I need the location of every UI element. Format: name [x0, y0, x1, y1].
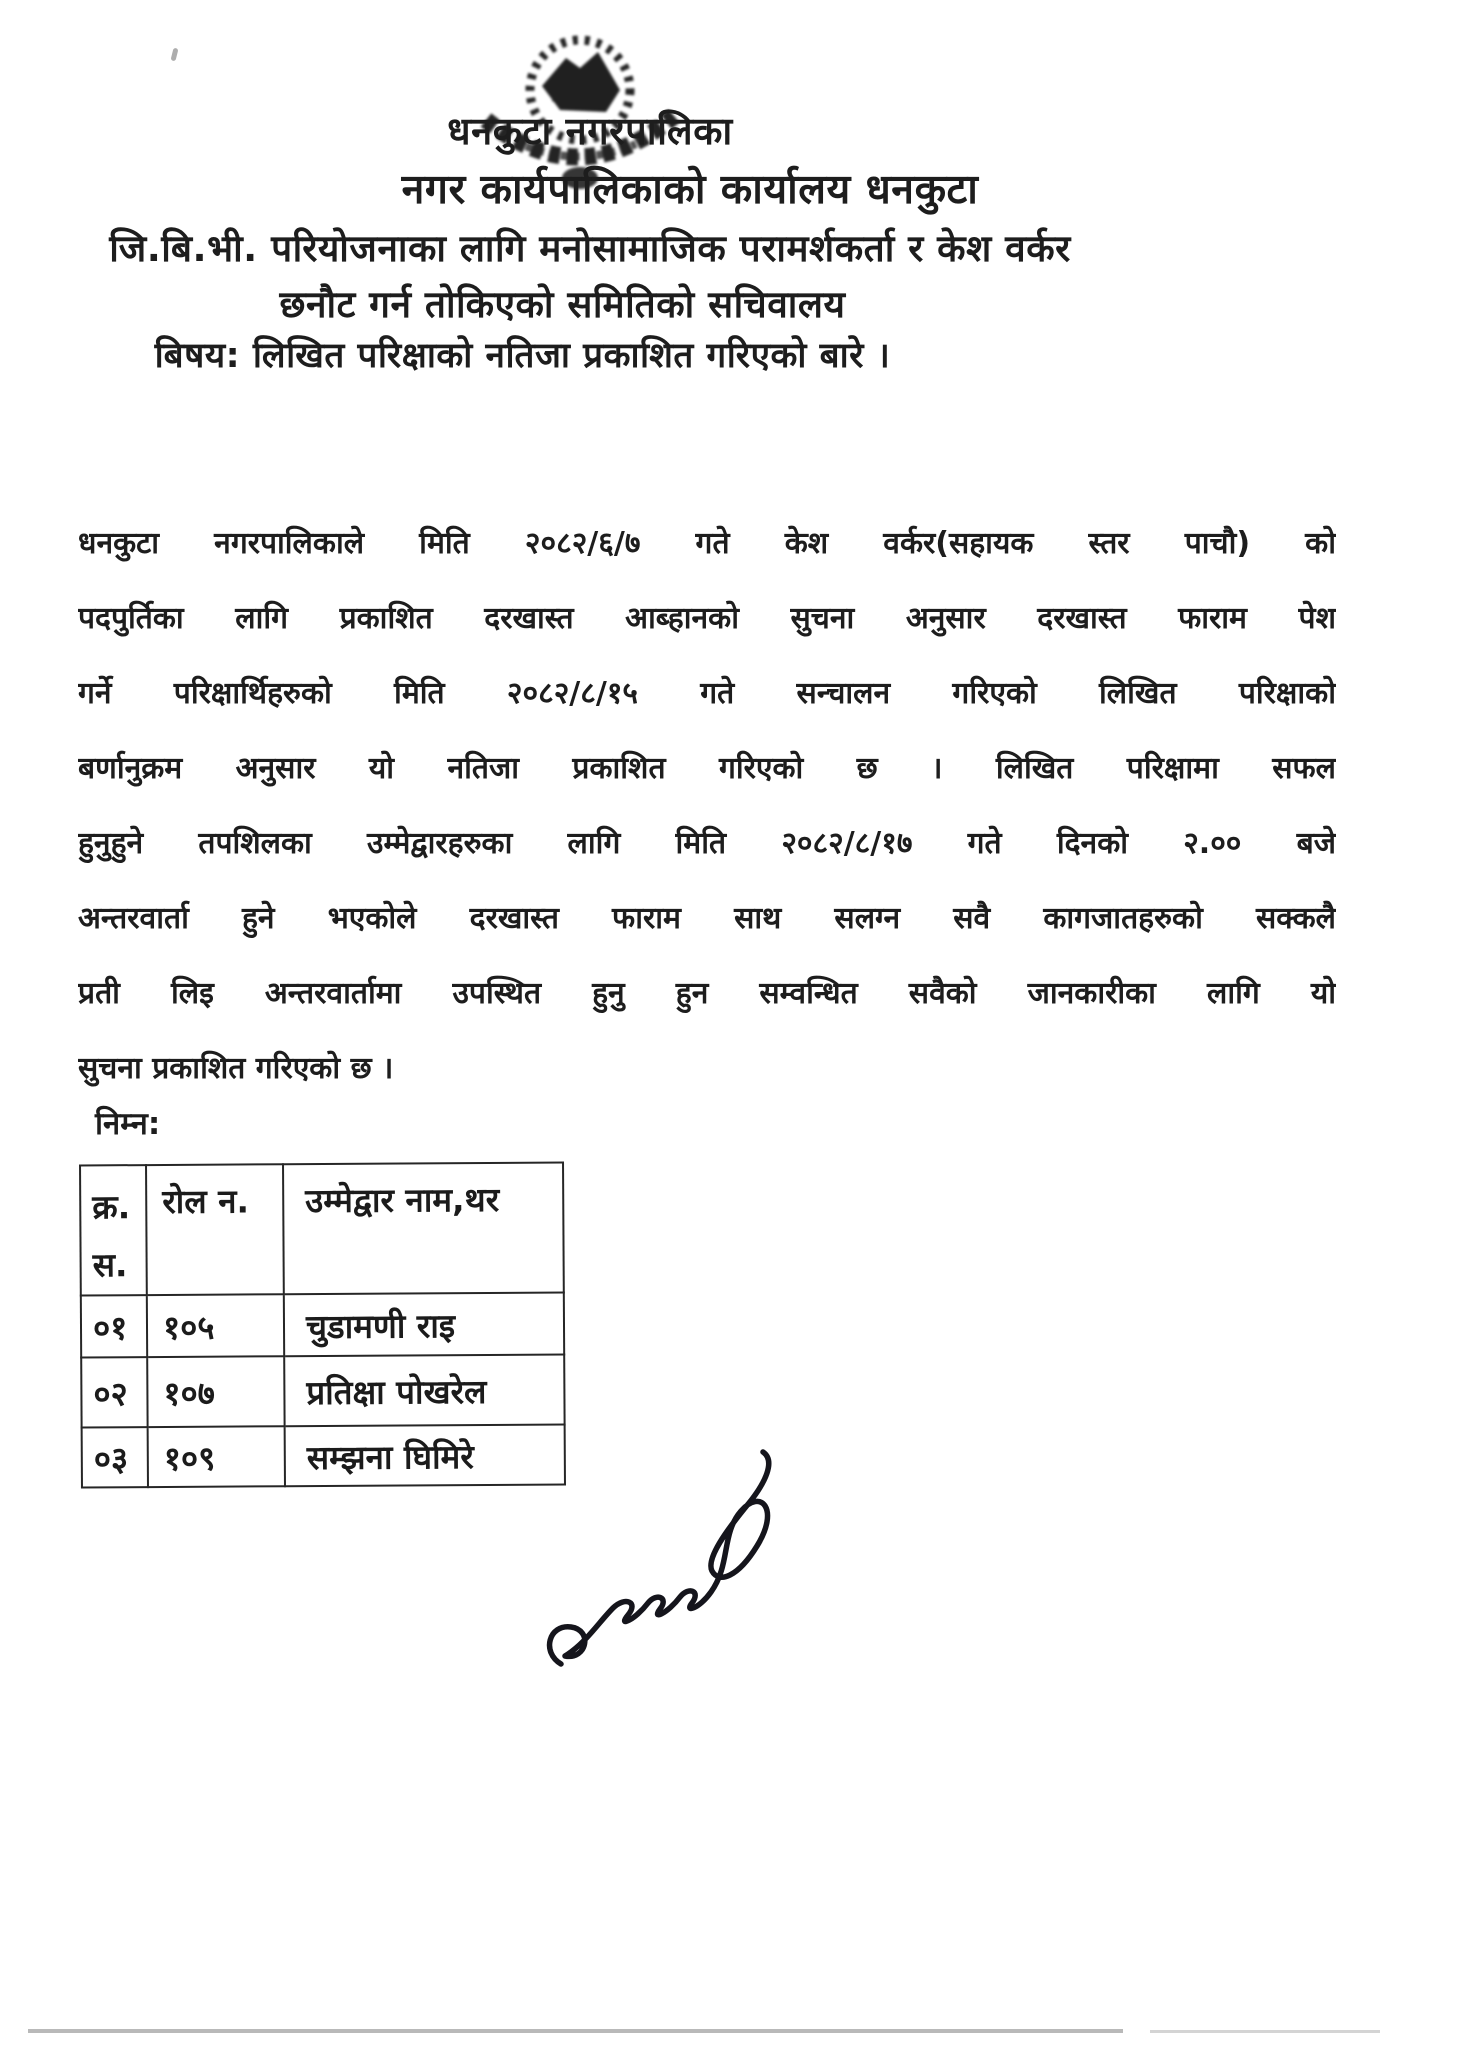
candidates-table	[79, 1162, 566, 1489]
cell-roll: १०९	[148, 1426, 285, 1487]
municipality-name: धनकुटा नगरपालिका	[447, 109, 733, 153]
signature-scribble-icon	[533, 1412, 785, 1686]
scan-artifact-line	[1150, 2030, 1380, 2033]
cell-sn: ०१	[81, 1295, 147, 1357]
body-line: सुचना प्रकाशित गरिएको छ ।	[78, 1051, 394, 1086]
committee-line-2: छनौट गर्न तोकिएको समितिको सचिवालय	[279, 283, 846, 326]
office-name: नगर कार्यपालिकाको कार्यालय धनकुटा	[401, 165, 979, 213]
body-line: हुनुहुने तपशिलका उम्मेद्वारहरुका लागि मिति २०८२/८/१७ गते दिनको २.०० बजे	[78, 826, 1336, 861]
scan-artifact-line	[28, 2029, 1123, 2033]
table-row	[81, 1355, 564, 1428]
subject-line: बिषय: लिखित परिक्षाको नतिजा प्रकाशित गरिएको बारे ।	[154, 336, 891, 376]
cell-sn: ०३	[82, 1427, 148, 1487]
cell-name: प्रतिक्षा पोखरेल	[284, 1355, 564, 1427]
committee-line-1: जि.बि.भी. परियोजनाका लागि मनोसामाजिक परामर्शकर्ता र केश वर्कर	[109, 227, 1071, 270]
cell-roll: १०५	[147, 1294, 284, 1357]
table-header-sn-line2: स.	[92, 1245, 128, 1285]
body-paragraph	[78, 506, 1336, 1106]
scan-speck	[171, 48, 179, 62]
cell-name: चुडामणी राइ	[284, 1293, 564, 1357]
table-header-roll: रोल न.	[146, 1164, 284, 1295]
table-row	[82, 1425, 565, 1488]
cell-sn: ०२	[81, 1357, 147, 1427]
cell-name: सम्झना घिमिरे	[285, 1425, 565, 1487]
table-header-name: उम्मेद्वार नाम,थर	[283, 1163, 564, 1295]
table-header-sn-line1: क्र.	[92, 1187, 131, 1227]
cell-roll: १०७	[147, 1356, 284, 1427]
body-line: अन्तरवार्ता हुने भएकोले दरखास्त फाराम साथ सलग्न सवै कागजातहरुको सक्कलै	[78, 901, 1336, 936]
body-line: प्रती लिइ अन्तरवार्तामा उपस्थित हुनु हुन सम्वन्धित सवैको जानकारीका लागि यो	[78, 976, 1336, 1011]
table-header-row	[80, 1163, 564, 1296]
table-row	[81, 1293, 564, 1358]
table-header-sn	[80, 1165, 147, 1295]
body-line: गर्ने परिक्षार्थिहरुको मिति २०८२/८/१५ गते सन्चालन गरिएको लिखित परिक्षाको	[78, 676, 1336, 711]
body-line: धनकुटा नगरपालिकाले मिति २०८२/६/७ गते केश वर्कर(सहायक स्तर पाचौ) को	[78, 526, 1336, 561]
list-intro-label: निम्न:	[95, 1106, 161, 1142]
body-line: बर्णानुक्रम अनुसार यो नतिजा प्रकाशित गरिएको छ । लिखित परिक्षामा सफल	[78, 751, 1336, 786]
body-line: पदपुर्तिका लागि प्रकाशित दरखास्त आब्हानको सुचना अनुसार दरखास्त फाराम पेश	[78, 601, 1336, 636]
